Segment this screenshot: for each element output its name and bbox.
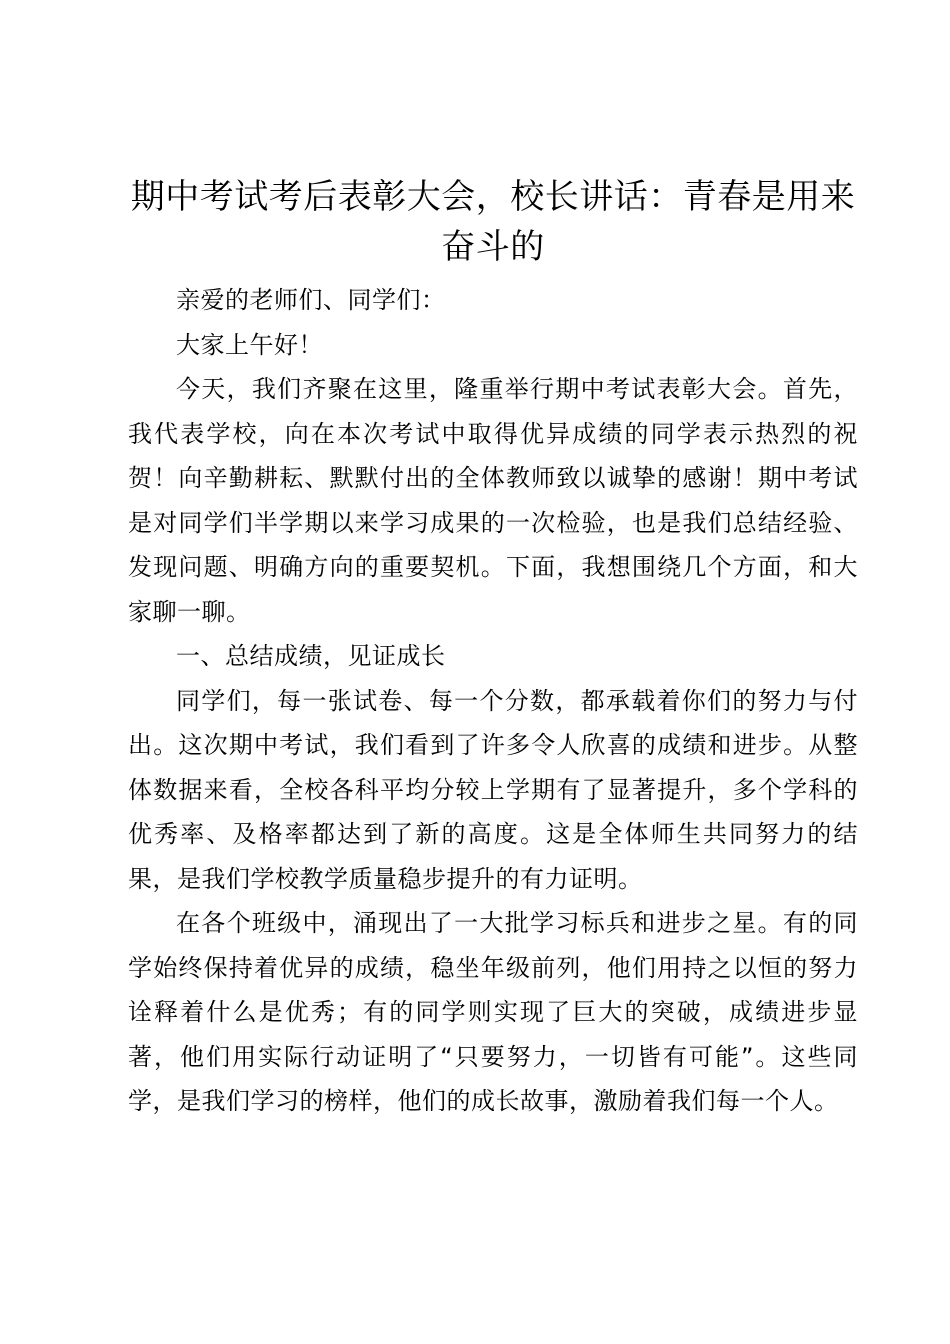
intro-paragraph: 今天，我们齐聚在这里，隆重举行期中考试表彰大会。首先，我代表学校，向在本次考试中取得优异成绩的同学表示热烈的祝贺！向辛勤耕耘、默默付出的全体教师致以诚挚的感谢！期中考试是对同学们半学期以来学习成果的一次检验，也是我们总结经验、发现问题、明确方向的重要契机。下面，我想围绕几个方面，和大家聊一聊。 bbox=[128, 375, 858, 626]
section-heading: 一、总结成绩，见证成长 bbox=[176, 642, 446, 670]
salutation-paragraph: 亲爱的老师们、同学们： bbox=[176, 286, 446, 314]
body-paragraph: 同学们，每一张试卷、每一个分数，都承载着你们的努力与付出。这次期中考试，我们看到了许多令人欣喜的成绩和进步。从整体数据来看，全校各科平均分较上学期有了显著提升，多个学科的优秀率、及格率都达到了新的高度。这是全体师生共同努力的结果，是我们学校教学质量稳步提升的有力证明。 bbox=[128, 686, 858, 893]
greeting-paragraph: 大家上午好！ bbox=[176, 330, 323, 359]
document-title: 期中考试考后表彰大会，校长讲话：青春是用来奋斗的 bbox=[130, 177, 856, 267]
document-page bbox=[128, 172, 858, 1124]
body-paragraph: 在各个班级中，涌现出了一大批学习标兵和进步之星。有的同学始终保持着优异的成绩，稳坐年级前列，他们用持之以恒的努力诠释着什么是优秀；有的同学则实现了巨大的突破，成绩进步显著，他们用实际行动证明了“只要努力，一切皆有可能”。这些同学，是我们学习的榜样，他们的成长故事，激励着我们每一个人。 bbox=[128, 909, 858, 1115]
